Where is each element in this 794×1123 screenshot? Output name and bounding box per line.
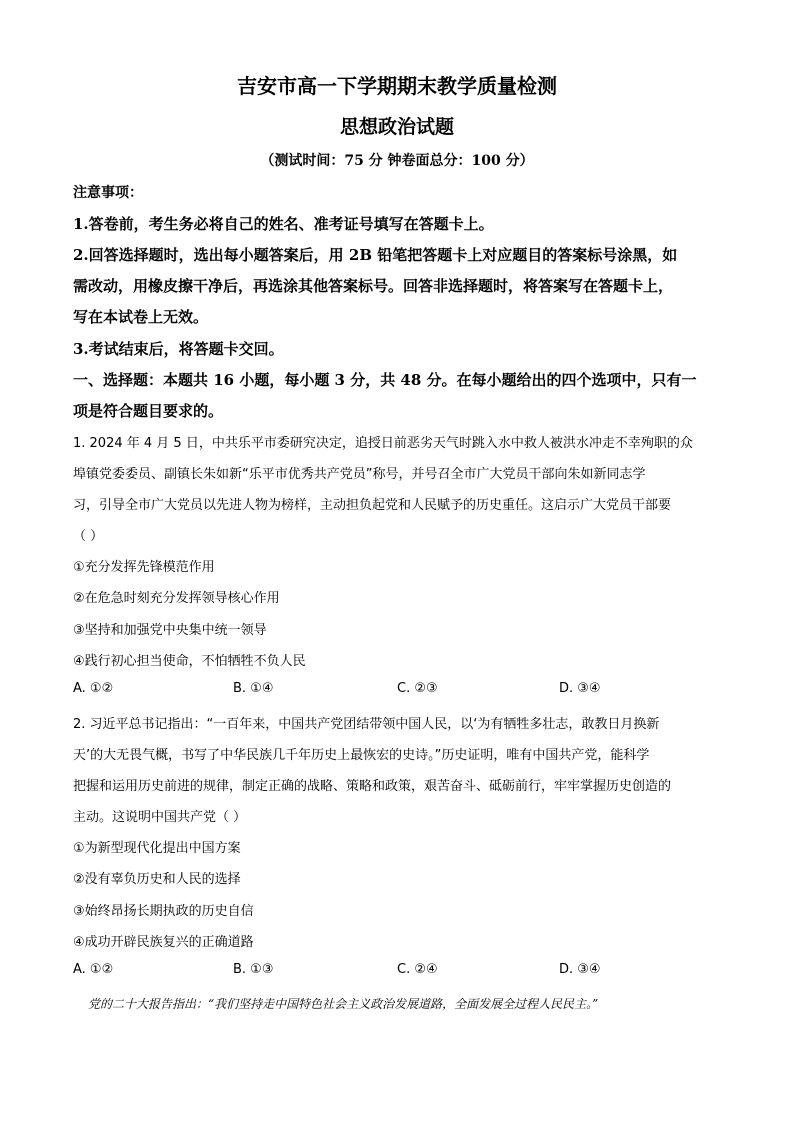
section-heading: 项是符合题目要求的。: [73, 402, 224, 420]
option-b: B. ①④: [233, 681, 274, 696]
statement: ②在危急时刻充分发挥领导核心作用: [73, 591, 280, 606]
subject-title: 思想政治试题: [339, 116, 454, 138]
exam-info: （测试时间：75 分 钟卷面总分：100 分）: [260, 153, 534, 169]
question-stem: 主动。这说明中国共产党（ ）: [73, 810, 247, 825]
notice-item: 2.回答选择题时，选出每小题答案后，用 2B 铅笔把答题卡上对应题目的答案标号涂黑，如: [73, 246, 678, 264]
statement: ③始终昂扬长期执政的历史自信: [73, 904, 254, 919]
question-stem: 习，引导全市广大党员以先进人物为榜样，主动担负起党和人民赋予的历史重任。这启示广大党员干部要: [73, 498, 672, 513]
option-c: C. ②③: [397, 681, 438, 696]
question-stem: 天’的大无畏气概，书写了中华民族几千年历史上最恢宏的史诗。”历史证明，唯有中国共产党，能科学: [73, 748, 650, 763]
option-b: B. ①③: [233, 962, 274, 977]
statement: ④成功开辟民族复兴的正确道路: [73, 935, 254, 950]
question-stem: 党的二十大报告指出：“我们坚持走中国特色社会主义政治发展道路，全面发展全过程人民民主。”: [88, 997, 599, 1011]
question-stem: 埠镇党委委员、副镇长朱如新“乐平市优秀共产党员”称号，并号召全市广大党员干部向朱如新同志学: [73, 467, 646, 482]
statement: ②没有辜负历史和人民的选择: [73, 872, 241, 887]
notice-item: 需改动，用橡皮擦干净后，再选涂其他答案标号。回答非选择题时，将答案写在答题卡上，: [73, 277, 674, 295]
statement: ①充分发挥先锋模范作用: [73, 560, 215, 575]
statement: ①为新型现代化提出中国方案: [73, 841, 241, 856]
option-a: A. ①②: [73, 962, 114, 977]
section-heading: 一、选择题：本题共 16 小题，每小题 3 分，共 48 分。在每小题给出的四个选项中，只有一: [73, 371, 697, 389]
notice-item: 1.答卷前，考生务必将自己的姓名、准考证号填写在答题卡上。: [73, 215, 494, 233]
answer-blank: （ ）: [73, 529, 104, 544]
option-d: D. ③④: [559, 962, 601, 977]
notice-item: 3.考试结束后，将答题卡交回。: [73, 340, 284, 358]
option-d: D. ③④: [559, 681, 601, 696]
option-a: A. ①②: [73, 681, 114, 696]
question-stem: 把握和运用历史前进的规律，制定正确的战略、策略和政策，艰苦奋斗、砥砺前行，牢牢掌握历史创造的: [73, 779, 672, 794]
option-c: C. ②④: [397, 962, 438, 977]
notice-item: 写在本试卷上无效。: [73, 308, 209, 326]
question-stem: 2. 习近平总书记指出：“一百年来，中国共产党团结带领中国人民，以‘为有牺牲多壮志，敢教日月换新: [73, 717, 660, 732]
notice-heading: 注意事项：: [73, 185, 143, 201]
exam-title: 吉安市高一下学期期末教学质量检测: [237, 74, 557, 98]
statement: ④践行初心担当使命，不怕牺牲不负人民: [73, 654, 306, 669]
question-stem: 1. 2024 年 4 月 5 日，中共乐平市委研究决定，追授日前恶劣天气时跳入水中救人被洪水冲走不幸殉职的众: [73, 436, 693, 451]
statement: ③坚持和加强党中央集中统一领导: [73, 623, 267, 638]
